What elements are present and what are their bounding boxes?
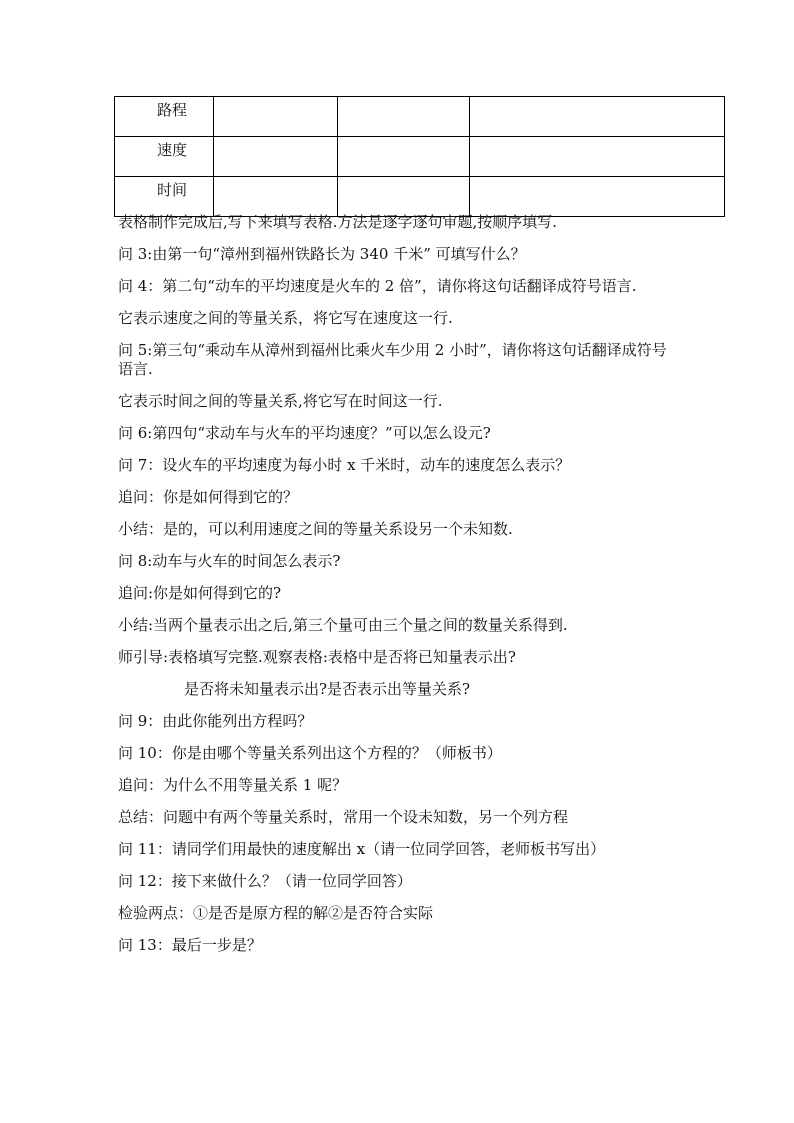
paragraph: 追问：你是如何得到它的？	[118, 488, 299, 506]
paragraph: 是否将未知量表示出?是否表示出等量关系?	[184, 680, 471, 698]
paragraph: 问 8:动车与火车的时间怎么表示?	[118, 552, 341, 570]
paragraph: 问 7：设火车的平均速度为每小时 x 千米时，动车的速度怎么表示？	[118, 456, 571, 474]
paragraph: 它表示时间之间的等量关系,将它写在时间这一行.	[118, 392, 443, 410]
paragraph: 问 10：你是由哪个等量关系列出这个方程的？（师板书）	[118, 744, 502, 762]
paragraph: 问 9：由此你能列出方程吗？	[118, 712, 313, 730]
table-row	[115, 97, 725, 137]
table-row	[115, 177, 725, 217]
paragraph: 师引导:表格填写完整.观察表格:表格中是否将已知量表示出?	[118, 648, 516, 666]
paragraph: 问 5:第三句“乘动车从漳州到福州比乘火车少用 2 小时”，请你将这句话翻译成符号语言.	[118, 341, 667, 378]
table-row	[115, 137, 725, 177]
table-cell	[338, 177, 470, 217]
data-table	[114, 96, 725, 217]
table-cell	[470, 177, 725, 217]
table-cell	[338, 97, 470, 137]
paragraph: 问 6:第四句“求动车与火车的平均速度？”可以怎么设元?	[118, 424, 491, 442]
paragraph: 小结：是的，可以利用速度之间的等量关系设另一个未知数.	[118, 520, 513, 538]
row-label: 速度	[115, 137, 214, 177]
paragraph: 小结:当两个量表示出之后,第三个量可由三个量之间的数量关系得到.	[118, 616, 568, 634]
paragraph: 总结：问题中有两个等量关系时，常用一个设未知数，另一个列方程	[118, 808, 569, 826]
paragraph: 问 13：最后一步是？	[118, 936, 262, 954]
row-label: 时间	[115, 177, 214, 217]
lesson-text	[118, 213, 678, 955]
paragraph: 问 12：接下来做什么？（请一位同学回答）	[118, 872, 412, 890]
paragraph: 问 4：第二句“动车的平均速度是火车的 2 倍”，请你将这句话翻译成符号语言.	[118, 277, 637, 295]
table-body	[115, 97, 725, 217]
table-cell	[214, 97, 338, 137]
table-cell	[470, 137, 725, 177]
table-cell	[214, 137, 338, 177]
paragraph: 问 3:由第一句“漳州到福州铁路长为 340 千米” 可填写什么？	[118, 245, 526, 263]
paragraph: 表格制作完成后,写下来填写表格.方法是逐字逐句审题,按顺序填写.	[118, 213, 558, 231]
paragraph: 问 11：请同学们用最快的速度解出 x（请一位同学回答，老师板书写出）	[118, 840, 606, 858]
table-cell	[470, 97, 725, 137]
paragraph: 追问：为什么不用等量关系 1 呢？	[118, 776, 348, 794]
table-cell	[214, 177, 338, 217]
paragraph: 检验两点：①是否是原方程的解②是否符合实际	[118, 904, 434, 922]
paragraph: 追问:你是如何得到它的?	[118, 584, 282, 602]
row-label: 路程	[115, 97, 214, 137]
table-cell	[338, 137, 470, 177]
paragraph: 它表示速度之间的等量关系，将它写在速度这一行.	[118, 309, 453, 327]
